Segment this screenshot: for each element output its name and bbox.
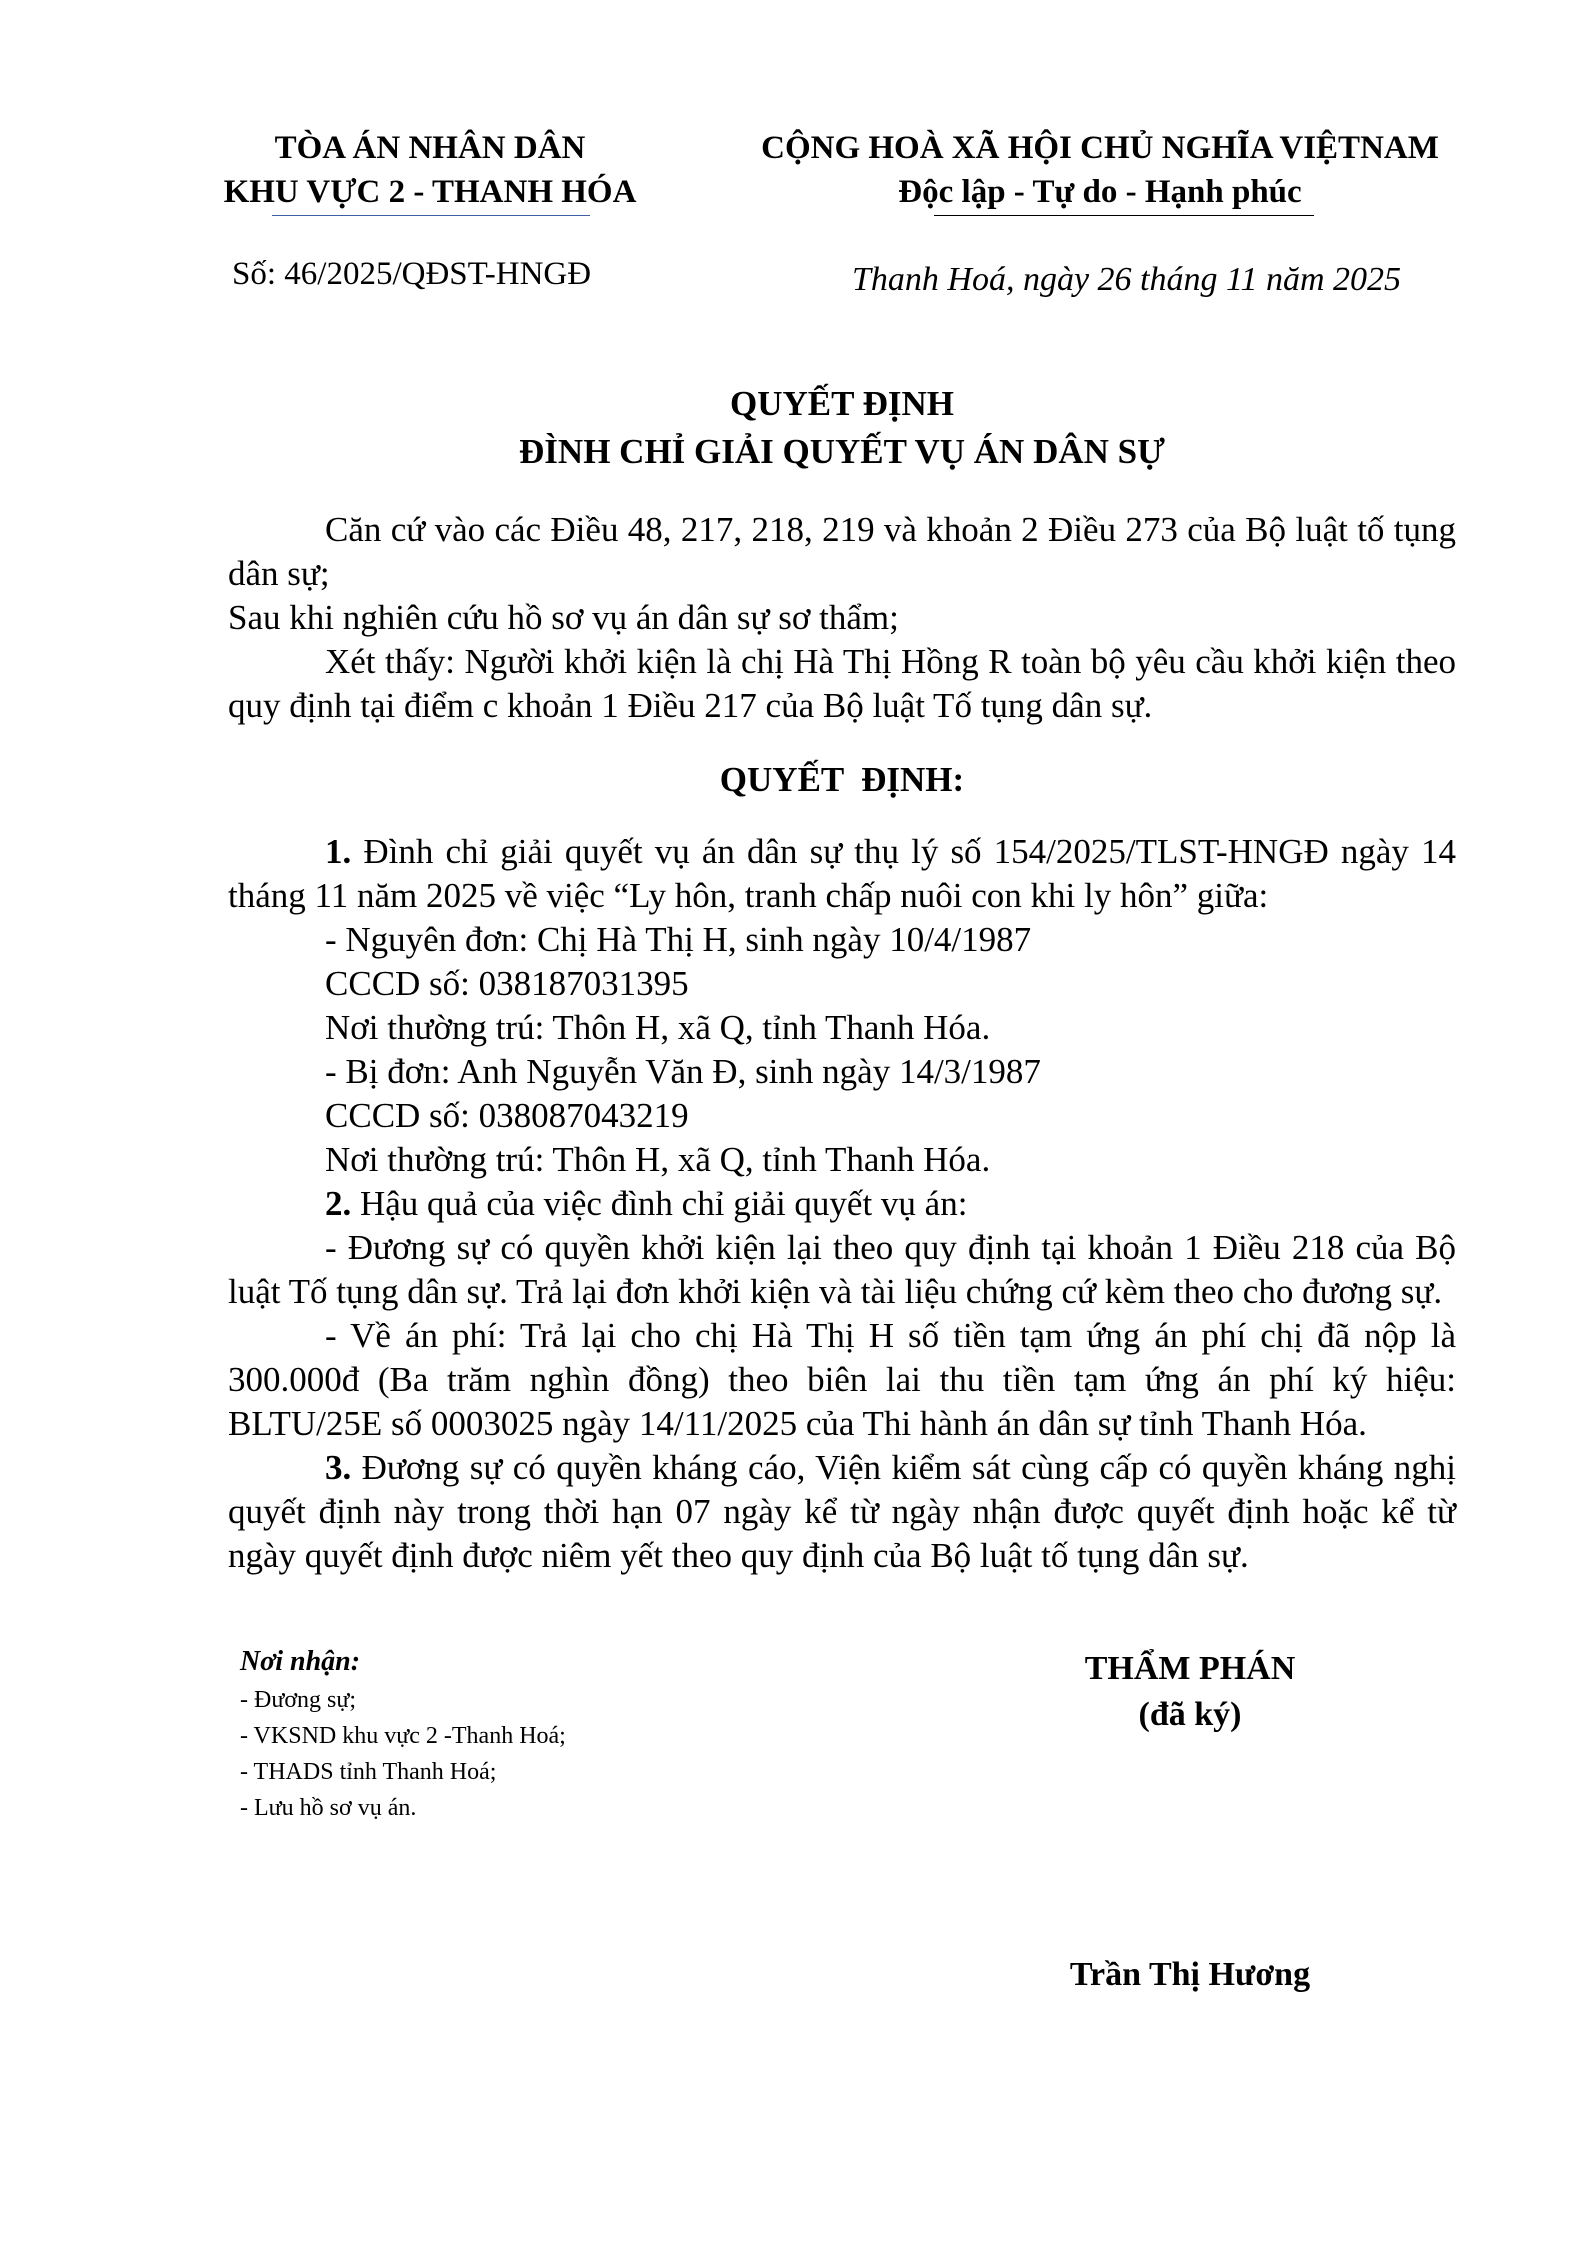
signer-role: THẨM PHÁN <box>1084 1650 1296 1687</box>
defendant-address: Nơi thường trú: Thôn H, xã Q, tỉnh Thanh Hóa. <box>325 1140 991 1179</box>
court-name-block <box>180 126 680 214</box>
recipient-item: - VKSND khu vực 2 -Thanh Hoá; <box>240 1723 566 1749</box>
decision-body <box>228 830 1456 1578</box>
place-date: Thanh Hoá, ngày 26 tháng 11 năm 2025 <box>852 261 1402 298</box>
defendant-id: CCCD số: 038087043219 <box>325 1096 689 1135</box>
decision-item-3 <box>228 1446 1456 1578</box>
signature-block <box>990 1646 1390 1738</box>
country-motto-underline <box>934 215 1314 216</box>
recipient-item: - Lưu hồ sơ vụ án. <box>240 1795 417 1821</box>
signature-status: (đã ký) <box>1138 1696 1242 1733</box>
recipients-title: Nơi nhận: <box>240 1646 361 1677</box>
decision-item-1 <box>228 830 1456 918</box>
decision-item-2-court-fee: - Về án phí: Trả lại cho chị Hà Thị H số tiền tạm ứng án phí chị đã nộp là 300.000đ (Ba trăm nghìn đồng) theo biên lai thu tiền tạm ứng án phí ký hiệu: BLTU/25E số 0003025 ngày 14/11/2025 của Thi hành án dân sự tỉnh Thanh Hóa. <box>228 1316 1456 1443</box>
preamble-finding: Xét thấy: Người khởi kiện là chị Hà Thị Hồng R toàn bộ yêu cầu khởi kiện theo quy định tại điểm c khoản 1 Điều 217 của Bộ luật Tố tụng dân sự. <box>228 642 1456 725</box>
decision-item-2 <box>228 1182 1456 1226</box>
decision-item-2-consequence: - Đương sự có quyền khởi kiện lại theo quy định tại khoản 1 Điều 218 của Bộ luật Tố tụng dân sự. Trả lại đơn khởi kiện và tài liệu chứng cứ kèm theo cho đương sự. <box>228 1228 1456 1311</box>
court-name-line2: KHU VỰC 2 - THANH HÓA <box>223 174 637 210</box>
item-2-number: 2. <box>325 1184 352 1223</box>
recipients-block <box>240 1642 800 1826</box>
decision-heading: QUYẾT ĐỊNH: <box>719 760 965 799</box>
item-2-text: Hậu quả của việc đình chỉ giải quyết vụ án: <box>351 1184 968 1223</box>
country-motto: Độc lập - Tự do - Hạnh phúc <box>898 174 1302 210</box>
preamble-legal-basis: Căn cứ vào các Điều 48, 217, 218, 219 và khoản 2 Điều 273 của Bộ luật tố tụng dân sự; <box>228 510 1456 593</box>
country-motto-block <box>720 126 1480 214</box>
recipient-item: - Đương sự; <box>240 1687 357 1713</box>
preamble <box>228 508 1456 728</box>
country-name: CỘNG HOÀ XÃ HỘI CHỦ NGHĨA VIỆTNAM <box>761 130 1439 166</box>
document-number: Số: 46/2025/QĐST-HNGĐ <box>232 256 592 292</box>
item-1-number: 1. <box>325 832 352 871</box>
title-line1: QUYẾT ĐỊNH <box>730 384 954 423</box>
defendant: - Bị đơn: Anh Nguyễn Văn Đ, sinh ngày 14/3/1987 <box>325 1052 1041 1091</box>
recipient-item: - THADS tỉnh Thanh Hoá; <box>240 1759 497 1785</box>
title-line2: ĐÌNH CHỈ GIẢI QUYẾT VỤ ÁN DÂN SỰ <box>519 432 1165 471</box>
plaintiff-id: CCCD số: 038187031395 <box>325 964 689 1003</box>
item-3-text: Đương sự có quyền kháng cáo, Viện kiểm sát cùng cấp có quyền kháng nghị quyết định này trong thời hạn 07 ngày kể từ ngày nhận được quyết định hoặc kể từ ngày quyết định được niêm yết theo quy định của Bộ luật tố tụng dân sự. <box>228 1448 1456 1575</box>
court-name-line1: TÒA ÁN NHÂN DÂN <box>274 130 586 166</box>
item-3-number: 3. <box>325 1448 352 1487</box>
plaintiff-address: Nơi thường trú: Thôn H, xã Q, tỉnh Thanh Hóa. <box>325 1008 991 1047</box>
item-1-text: Đình chỉ giải quyết vụ án dân sự thụ lý số 154/2025/TLST-HNGĐ ngày 14 tháng 11 năm 2025 về việc “Ly hôn, tranh chấp nuôi con khi ly hôn” giữa: <box>228 832 1456 915</box>
document-title <box>228 380 1456 476</box>
plaintiff: - Nguyên đơn: Chị Hà Thị H, sinh ngày 10/4/1987 <box>325 920 1032 959</box>
court-name-underline <box>272 215 590 216</box>
preamble-review: Sau khi nghiên cứu hồ sơ vụ án dân sự sơ thẩm; <box>228 598 899 637</box>
signer-name: Trần Thị Hương <box>1069 1956 1311 1993</box>
